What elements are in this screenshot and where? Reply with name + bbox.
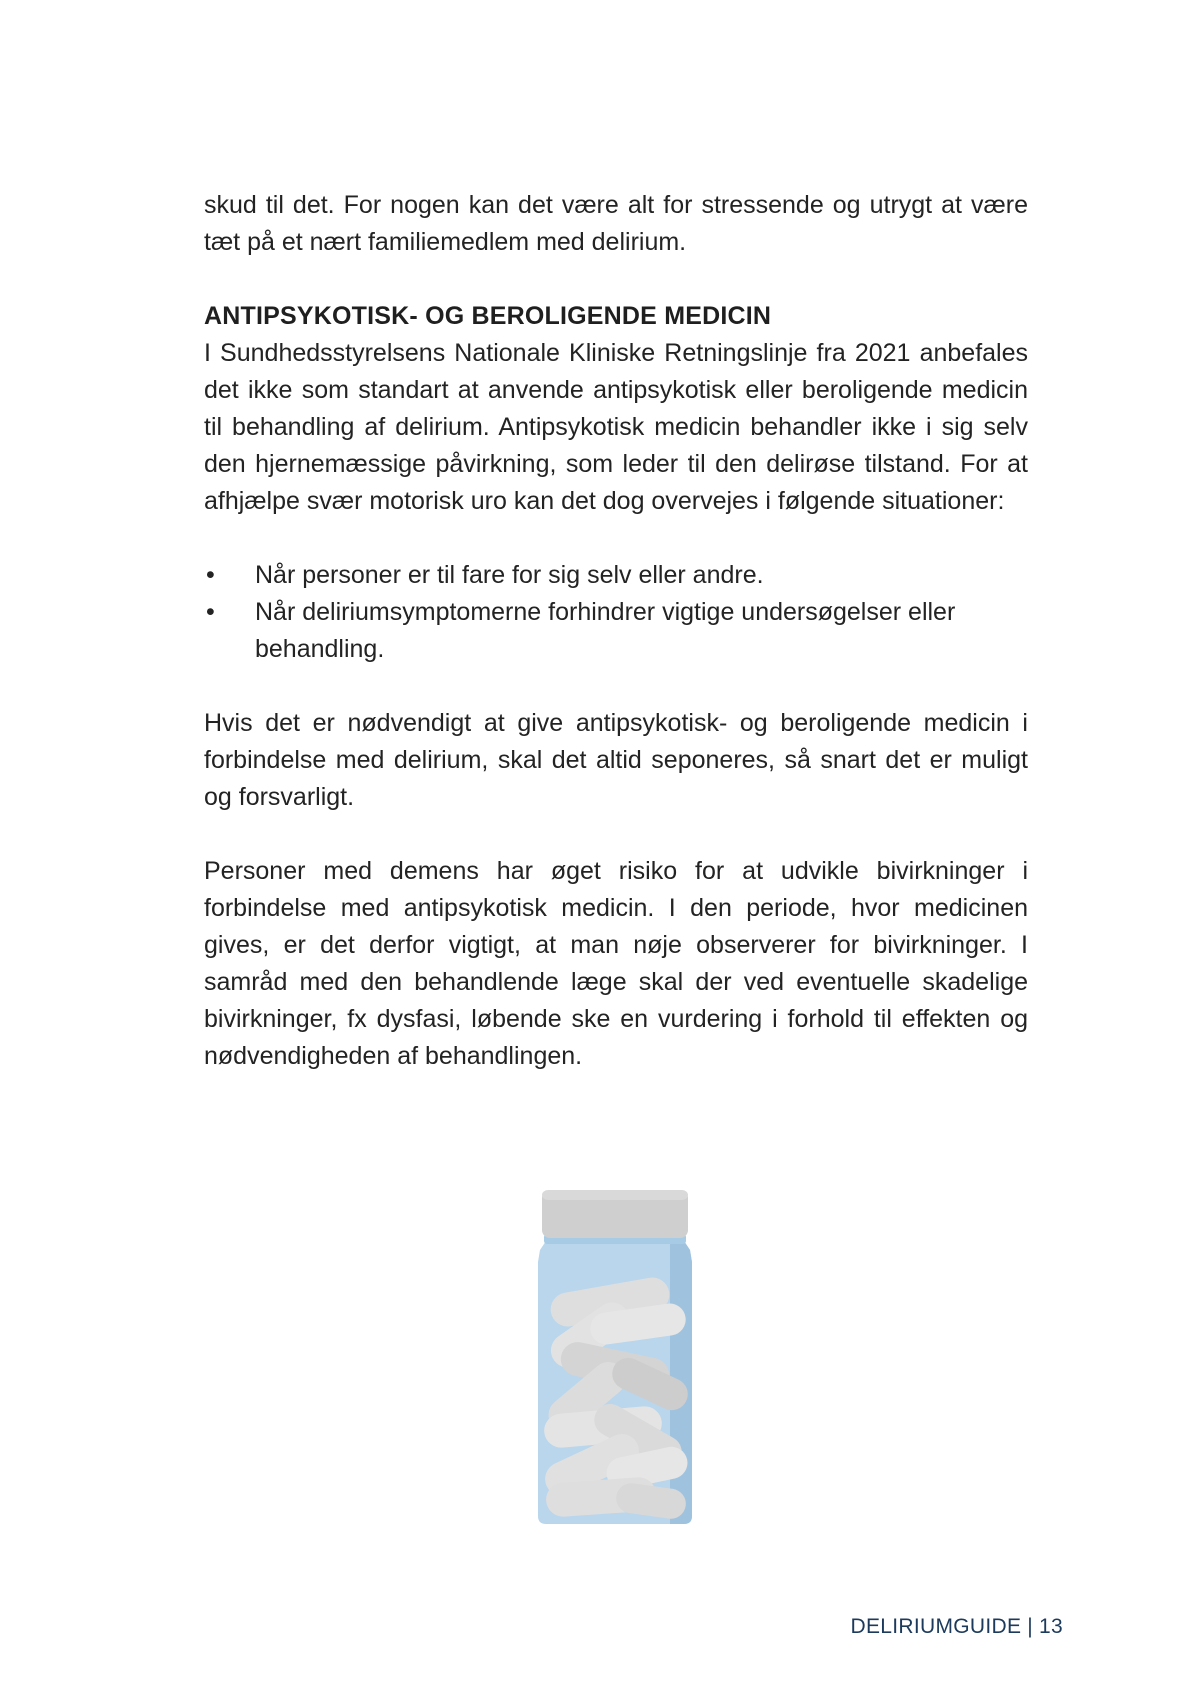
footer-page-number: 13 xyxy=(1039,1615,1063,1638)
bottle-cap-top xyxy=(542,1190,688,1200)
list-item xyxy=(204,594,1028,668)
paragraph-necessary: Hvis det er nødvendigt at give antipsykotisk- og beroligende medicin i forbindelse med delirium, skal det altid seponeres, så snart det er muligt og forsvarligt. xyxy=(204,709,1028,811)
bullet-list xyxy=(204,557,1028,668)
list-item-text: Når personer er til fare for sig selv eller andre. xyxy=(255,561,764,589)
list-item-text: Når deliriumsymptomerne forhindrer vigtige undersøgelser eller behandling. xyxy=(255,598,956,663)
section-heading: ANTIPSYKOTISK- OG BEROLIGENDE MEDICIN xyxy=(204,302,772,330)
text-column xyxy=(204,187,1028,1075)
paragraph-dementia: Personer med demens har øget risiko for at udvikle bivirkninger i forbindelse med antipsykotisk medicin. I den periode, hvor medicinen gives, er det derfor vigtigt, at man nøje observerer for bivirkninger. I samråd med den behandlende læge skal der ved eventuelle skadelige bivirkninger, fx dysfasi, løbende ske en vurdering i forhold til effekten og nødvendigheden af behandlingen. xyxy=(204,857,1028,1070)
spacer xyxy=(204,520,1028,557)
spacer xyxy=(204,816,1028,853)
page-footer xyxy=(851,1613,1064,1641)
paragraph-guideline: I Sundhedsstyrelsens Nationale Kliniske Retningslinje fra 2021 anbefales det ikke som standart at anvende antipsykotisk eller beroligende medicin til behandling af delirium. Antipsykotisk medicin behandler ikke i sig selv den hjernemæssige påvirkning, som leder til den delirøse tilstand. For at afhjælpe svær motorisk uro kan det dog overvejes i følgende situationer: xyxy=(204,339,1028,515)
footer-guide-name: DELIRIUMGUIDE xyxy=(850,1615,1022,1638)
list-item xyxy=(204,557,1028,594)
spacer xyxy=(204,668,1028,705)
bullet-icon: • xyxy=(206,598,215,626)
footer-separator: | xyxy=(1027,1615,1034,1638)
bullet-icon: • xyxy=(206,561,215,589)
pill-bottle-icon xyxy=(520,1190,710,1530)
spacer xyxy=(204,261,1028,298)
paragraph-intro: skud til det. For nogen kan det være alt for stressende og utrygt at være tæt på et nært familiemedlem med delirium. xyxy=(204,191,1028,256)
